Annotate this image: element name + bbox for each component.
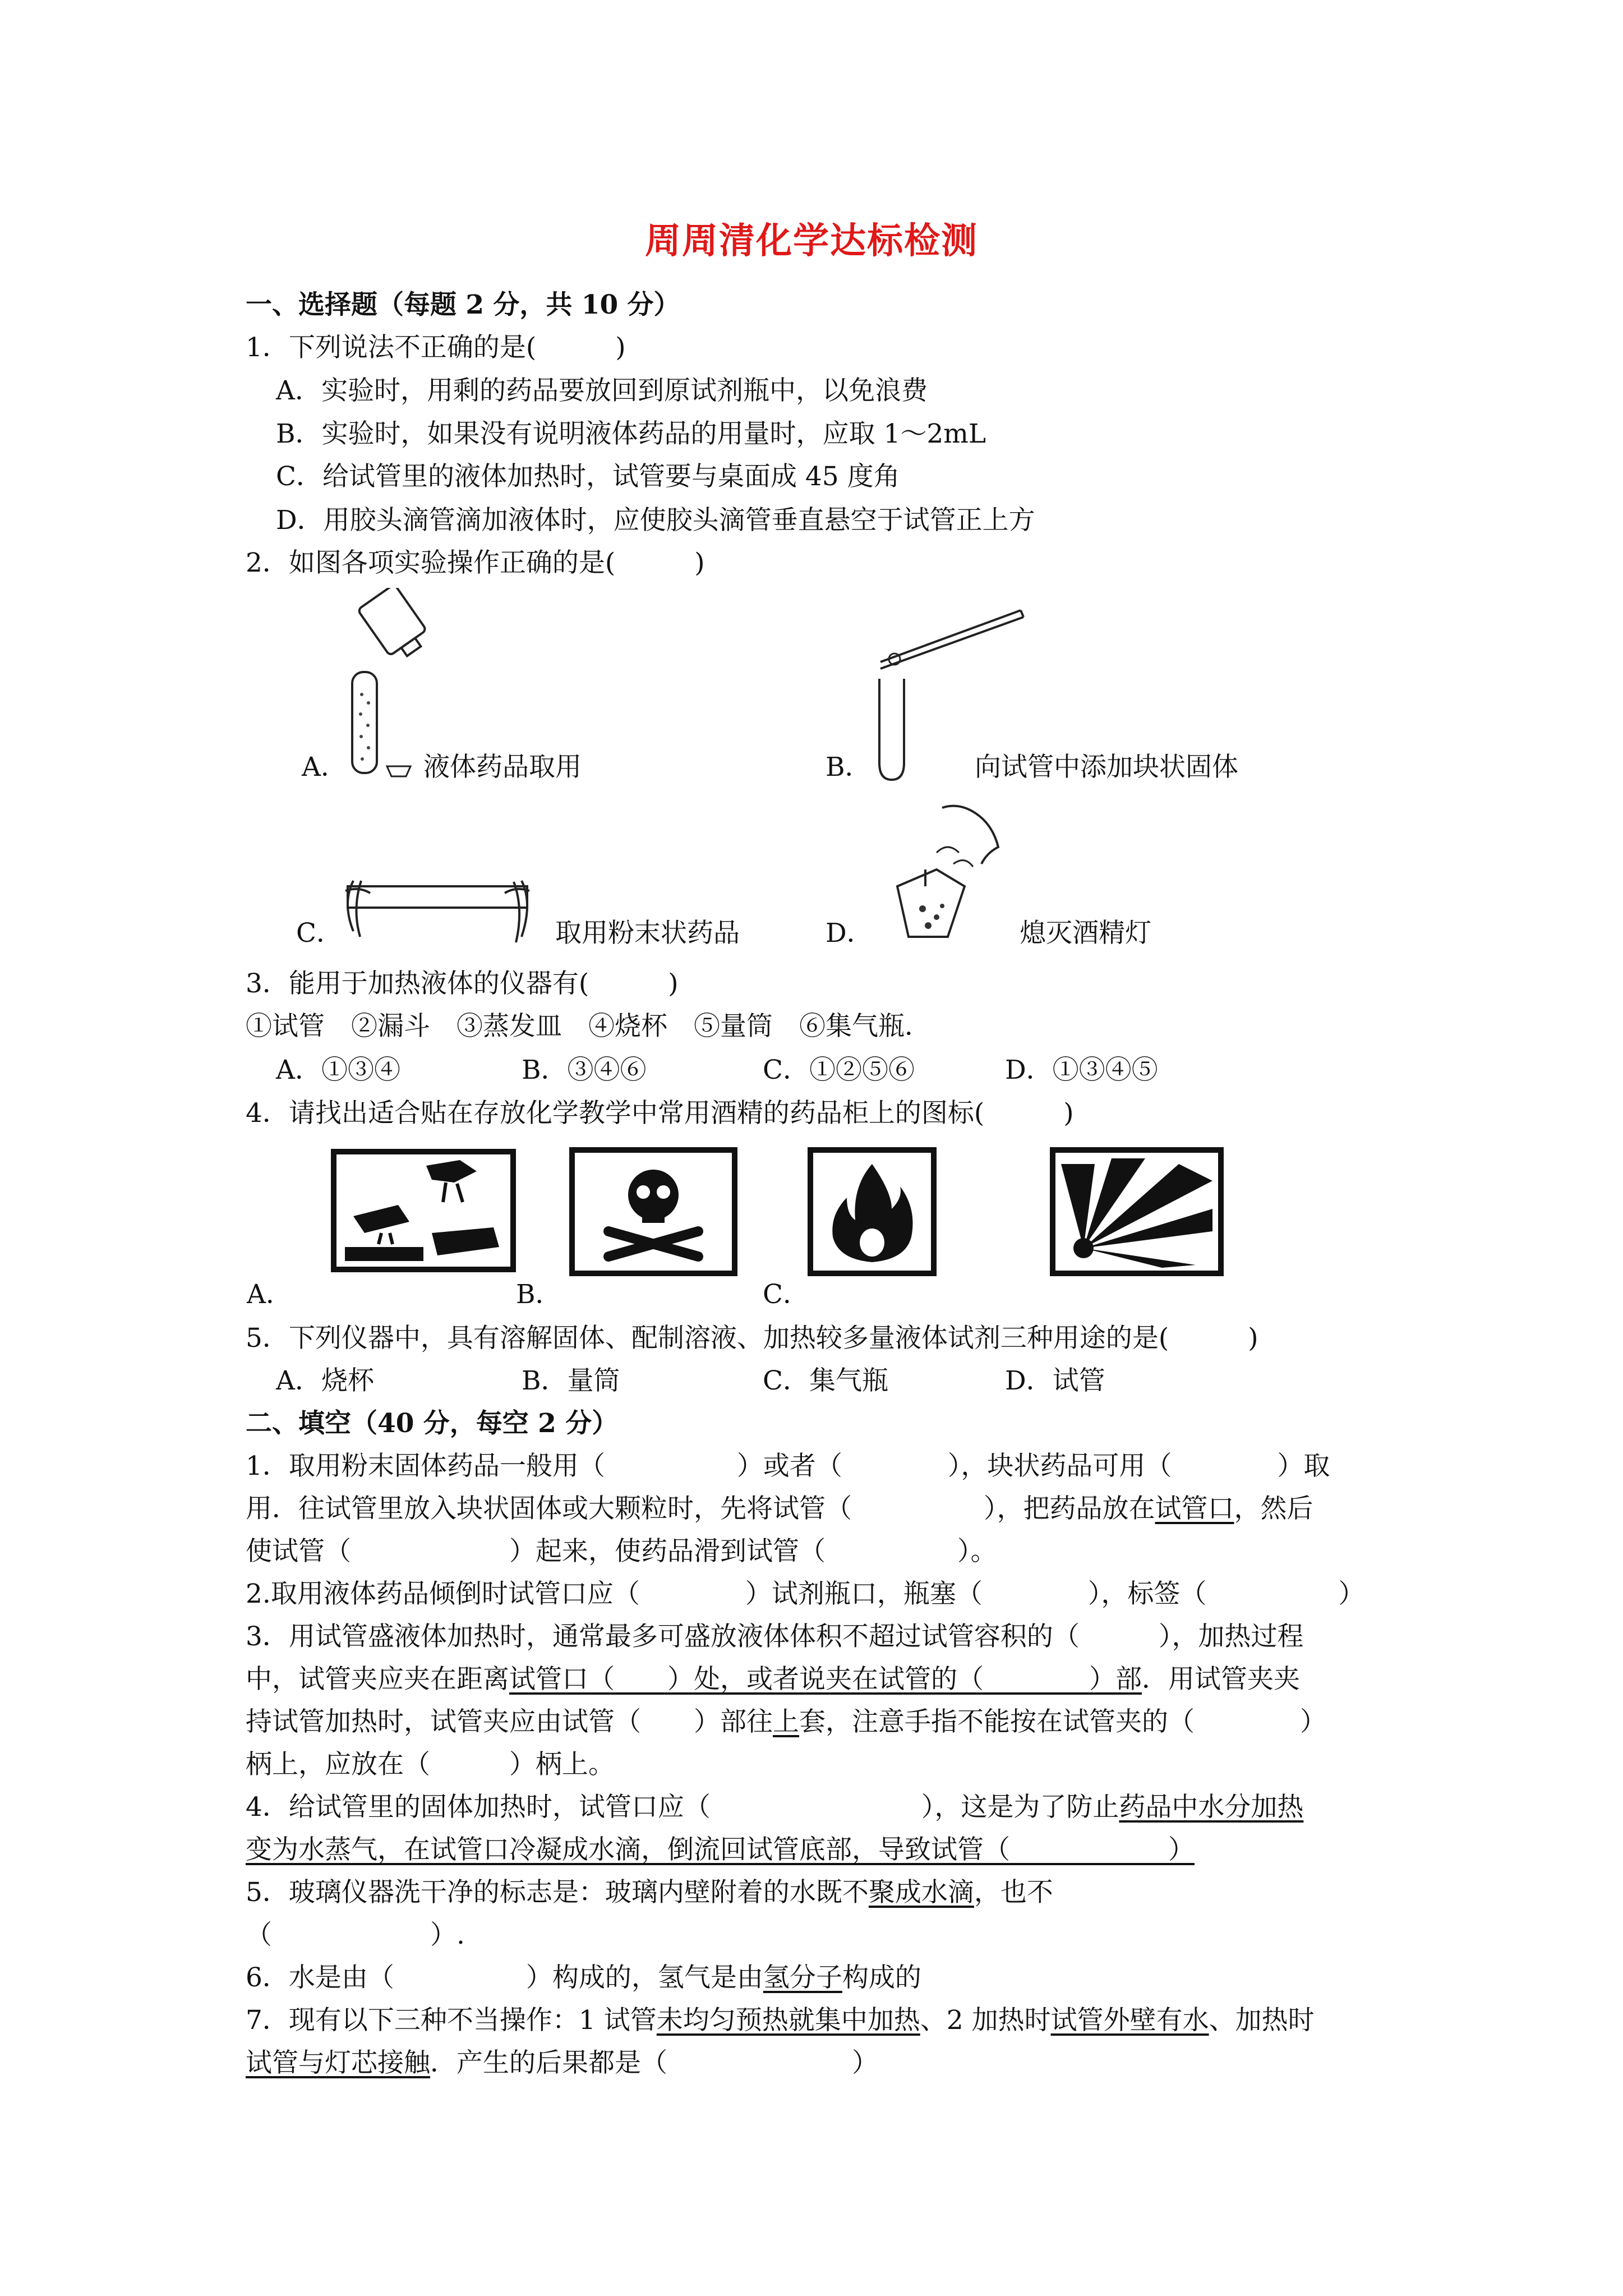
q4-option-a: A． (247, 1279, 292, 1310)
fill-q4-line2: 变为水蒸气，在试管口冷凝成水滴，倒流回试管底部，导致试管（ ） (246, 1834, 1195, 1865)
q1-option-b: B．实验时，如果没有说明液体药品的用量时，应取 1～2mL (276, 418, 986, 449)
section-1-header: 一、选择题（每题 2 分，共 10 分） (246, 289, 680, 320)
blow-lamp-figure (869, 797, 1015, 948)
q3-option-b: B．③④⑥ (522, 1055, 647, 1085)
fill-q1-line2: 用．往试管里放入块状固体或大颗粒时，先将试管（ ），把药品放在试管口，然后 (246, 1493, 1313, 1524)
q2-b-letter: B． (826, 752, 872, 783)
fill-q1-line1: 1．取用粉末固体药品一般用（ ）或者（ ），块状药品可用（ ）取 (246, 1451, 1330, 1481)
page-title: 周周清化学达标检测 (645, 220, 978, 262)
q1-stem: 1．下列说法不正确的是( ) (246, 332, 626, 363)
q2-d-letter: D． (826, 918, 873, 949)
fill-q6-line1: 6．水是由（ ）构成的，氢气是由氢分子构成的 (246, 1962, 921, 1993)
q3-option-c: C．①②⑤⑥ (763, 1055, 915, 1085)
flammable-sign-icon (808, 1147, 937, 1276)
q5-option-c: C．集气瓶 (763, 1365, 888, 1396)
section-2-header: 二、填空（40 分，每空 2 分） (246, 1408, 619, 1439)
q5-option-a: A．烧杯 (276, 1365, 374, 1396)
q3-stem: 3．能用于加热液体的仪器有( ) (246, 968, 679, 999)
q2-d-caption: 熄灭酒精灯 (1020, 918, 1151, 949)
pour-liquid-figure (336, 588, 426, 790)
q1-option-c: C．给试管里的液体加热时，试管要与桌面成 45 度角 (276, 461, 900, 492)
q2-a-letter: A． (302, 752, 347, 783)
fill-q5-line2: （ ）. (246, 1920, 465, 1950)
powder-paper-figure (336, 858, 538, 970)
fill-q3-line1: 3．用试管盛液体加热时，通常最多可盛放液体体积不超过试管容积的（ ），加热过程 (246, 1621, 1304, 1652)
q3-option-a: A．①③④ (276, 1055, 400, 1085)
fill-q5-line1: 5．玻璃仪器洗干净的标志是：玻璃内壁附着的水既不聚成水滴，也不 (246, 1877, 1053, 1908)
q4-option-c: C． (763, 1279, 809, 1310)
q4-option-b: B． (516, 1279, 562, 1310)
q2-stem: 2．如图各项实验操作正确的是( ) (246, 547, 705, 578)
fill-q3-line3: 持试管加热时，试管夹应由试管（ ）部往上套，注意手指不能按在试管夹的（ ） (246, 1706, 1326, 1737)
q2-c-caption: 取用粉末状药品 (555, 918, 740, 949)
q2-a-caption: 液体药品取用 (423, 752, 582, 783)
q4-stem: 4．请找出适合贴在存放化学教学中常用酒精的药品柜上的图标( ) (246, 1098, 1074, 1129)
fill-q7-line1: 7．现有以下三种不当操作：1 试管未均匀预热就集中加热、2 加热时试管外壁有水、加热时 (246, 2005, 1315, 2036)
corrosive-sign-icon (331, 1149, 516, 1272)
q3-option-d: D．①③④⑤ (1005, 1055, 1158, 1085)
q2-c-letter: C． (296, 918, 343, 949)
toxic-sign-icon (569, 1147, 737, 1276)
fill-q4-line1: 4．给试管里的固体加热时，试管口应（ ），这是为了防止药品中水分加热 (246, 1792, 1304, 1823)
q1-option-d: D．用胶头滴管滴加液体时，应使胶头滴管垂直悬空于试管正上方 (276, 505, 1035, 536)
fill-q2-line1: 2.取用液体药品倾倒时试管口应（ ）试剂瓶口，瓶塞（ ），标签（ ） (246, 1579, 1365, 1609)
fill-q7-line2: 试管与灯芯接触．产生的后果都是（ ） (246, 2047, 878, 2078)
explosive-sign-icon (1050, 1147, 1224, 1276)
q1-option-a: A．实验时，用剩的药品要放回到原试剂瓶中，以免浪费 (276, 375, 928, 406)
q5-option-b: B．量筒 (522, 1365, 620, 1396)
fill-q1-line3: 使试管（ ）起来，使药品滑到试管（ ）。 (246, 1536, 997, 1567)
q3-items: ①试管 ②漏斗 ③蒸发皿 ④烧杯 ⑤量筒 ⑥集气瓶． (246, 1011, 931, 1042)
q5-option-d: D．试管 (1005, 1365, 1105, 1396)
fill-q3-line4: 柄上，应放在（ ）柄上。 (246, 1749, 615, 1780)
q5-stem: 5．下列仪器中，具有溶解固体、配制溶液、加热较多量液体试剂三种用途的是( ) (246, 1323, 1258, 1354)
fill-q3-line2: 中，试管夹应夹在距离试管口（ ）处，或者说夹在试管的（ ）部．用试管夹夹 (246, 1664, 1300, 1695)
q2-b-caption: 向试管中添加块状固体 (975, 752, 1238, 783)
